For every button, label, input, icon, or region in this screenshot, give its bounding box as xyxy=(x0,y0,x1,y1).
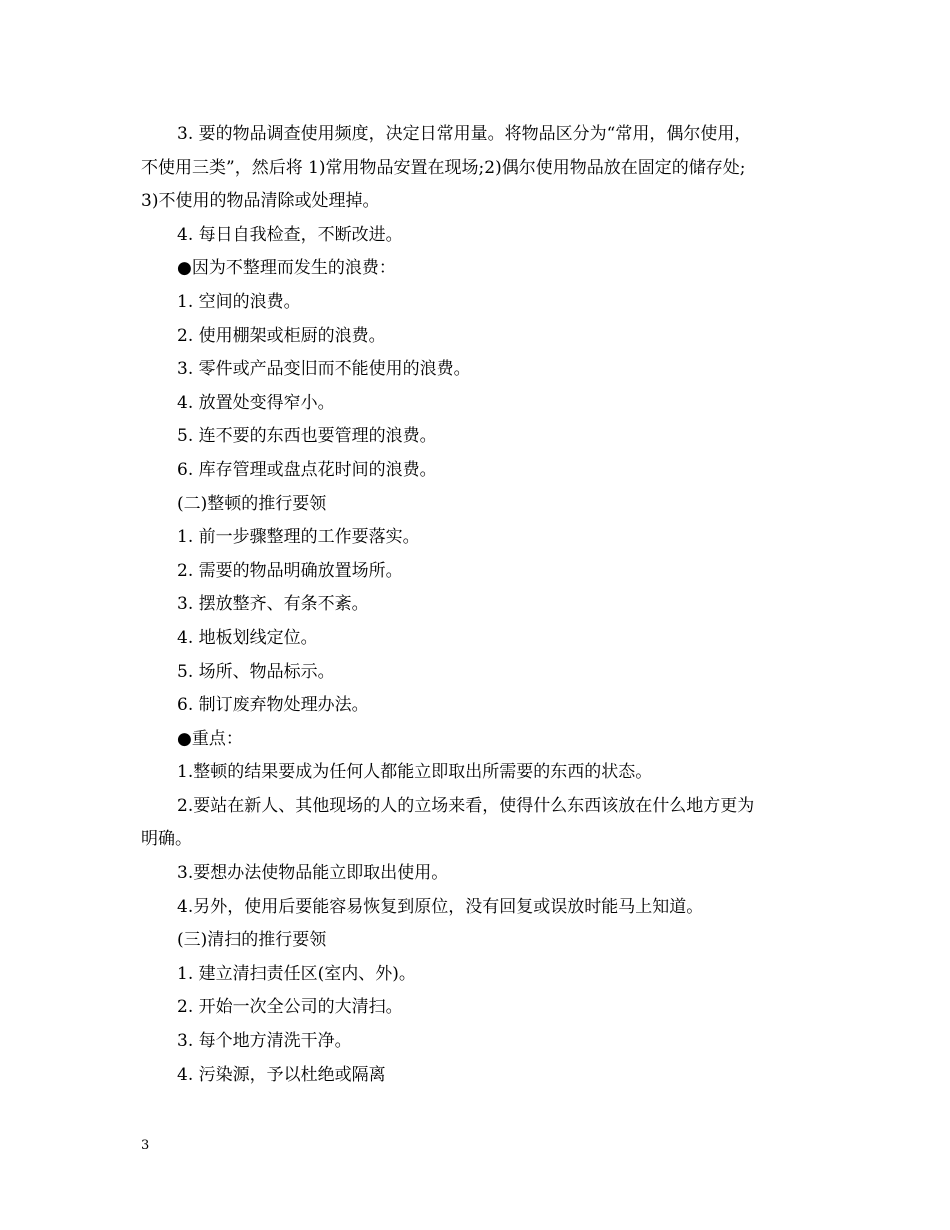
text-line: 2. 开始一次全公司的大清扫。 xyxy=(177,997,403,1018)
text-line: 4. 放置处变得窄小。 xyxy=(177,392,335,413)
text-line: 3. 零件或产品变旧而不能使用的浪费。 xyxy=(177,359,471,380)
text-line: ●重点： xyxy=(177,728,243,749)
text-line: 明确。 xyxy=(141,829,192,850)
text-line: 5. 场所、物品标示。 xyxy=(177,661,335,682)
text-line: 1.整顿的结果要成为任何人都能立即取出所需要的东西的状态。 xyxy=(177,762,653,783)
text-line: (三)清扫的推行要领 xyxy=(177,930,327,951)
text-line: 4. 地板划线定位。 xyxy=(177,627,318,648)
text-line: 2.要站在新人、其他现场的人的立场来看，使得什么东西该放在什么地方更为 xyxy=(177,795,755,816)
text-line: (二)整顿的推行要领 xyxy=(177,493,327,514)
text-line: 4. 每日自我检查，不断改进。 xyxy=(177,224,403,245)
text-line: 3.要想办法使物品能立即取出使用。 xyxy=(177,863,449,884)
text-line: 1. 空间的浪费。 xyxy=(177,291,301,312)
text-line: 2. 使用棚架或柜厨的浪费。 xyxy=(177,325,386,346)
text-line: 3. 要的物品调查使用频度，决定日常用量。将物品区分为“常用，偶尔使用， xyxy=(177,124,752,144)
text-line: ●因为不整理而发生的浪费： xyxy=(177,258,396,279)
page-number: 3 xyxy=(141,1138,150,1153)
text-line: 2. 需要的物品明确放置场所。 xyxy=(177,560,403,581)
text-line: 3. 摆放整齐、有条不紊。 xyxy=(177,594,369,615)
text-line: 4.另外，使用后要能容易恢复到原位，没有回复或误放时能马上知道。 xyxy=(177,896,704,917)
text-line: 1. 前一步骤整理的工作要落实。 xyxy=(177,527,420,548)
text-line: 4. 污染源，予以杜绝或隔离 xyxy=(177,1064,386,1085)
text-line: 6. 制订废弃物处理办法。 xyxy=(177,695,369,716)
body-text xyxy=(141,118,831,1092)
text-line: 5. 连不要的东西也要管理的浪费。 xyxy=(177,426,437,447)
text-line: 6. 库存管理或盘点花时间的浪费。 xyxy=(177,459,437,480)
text-line: 3)不使用的物品清除或处理掉。 xyxy=(141,191,380,212)
text-line: 不使用三类”，然后将 1)常用物品安置在现场;2)偶尔使用物品放在固定的储存处; xyxy=(141,157,746,178)
text-line: 3. 每个地方清洗干净。 xyxy=(177,1031,352,1052)
text-line: 1. 建立清扫责任区(室内、外)。 xyxy=(177,963,416,984)
